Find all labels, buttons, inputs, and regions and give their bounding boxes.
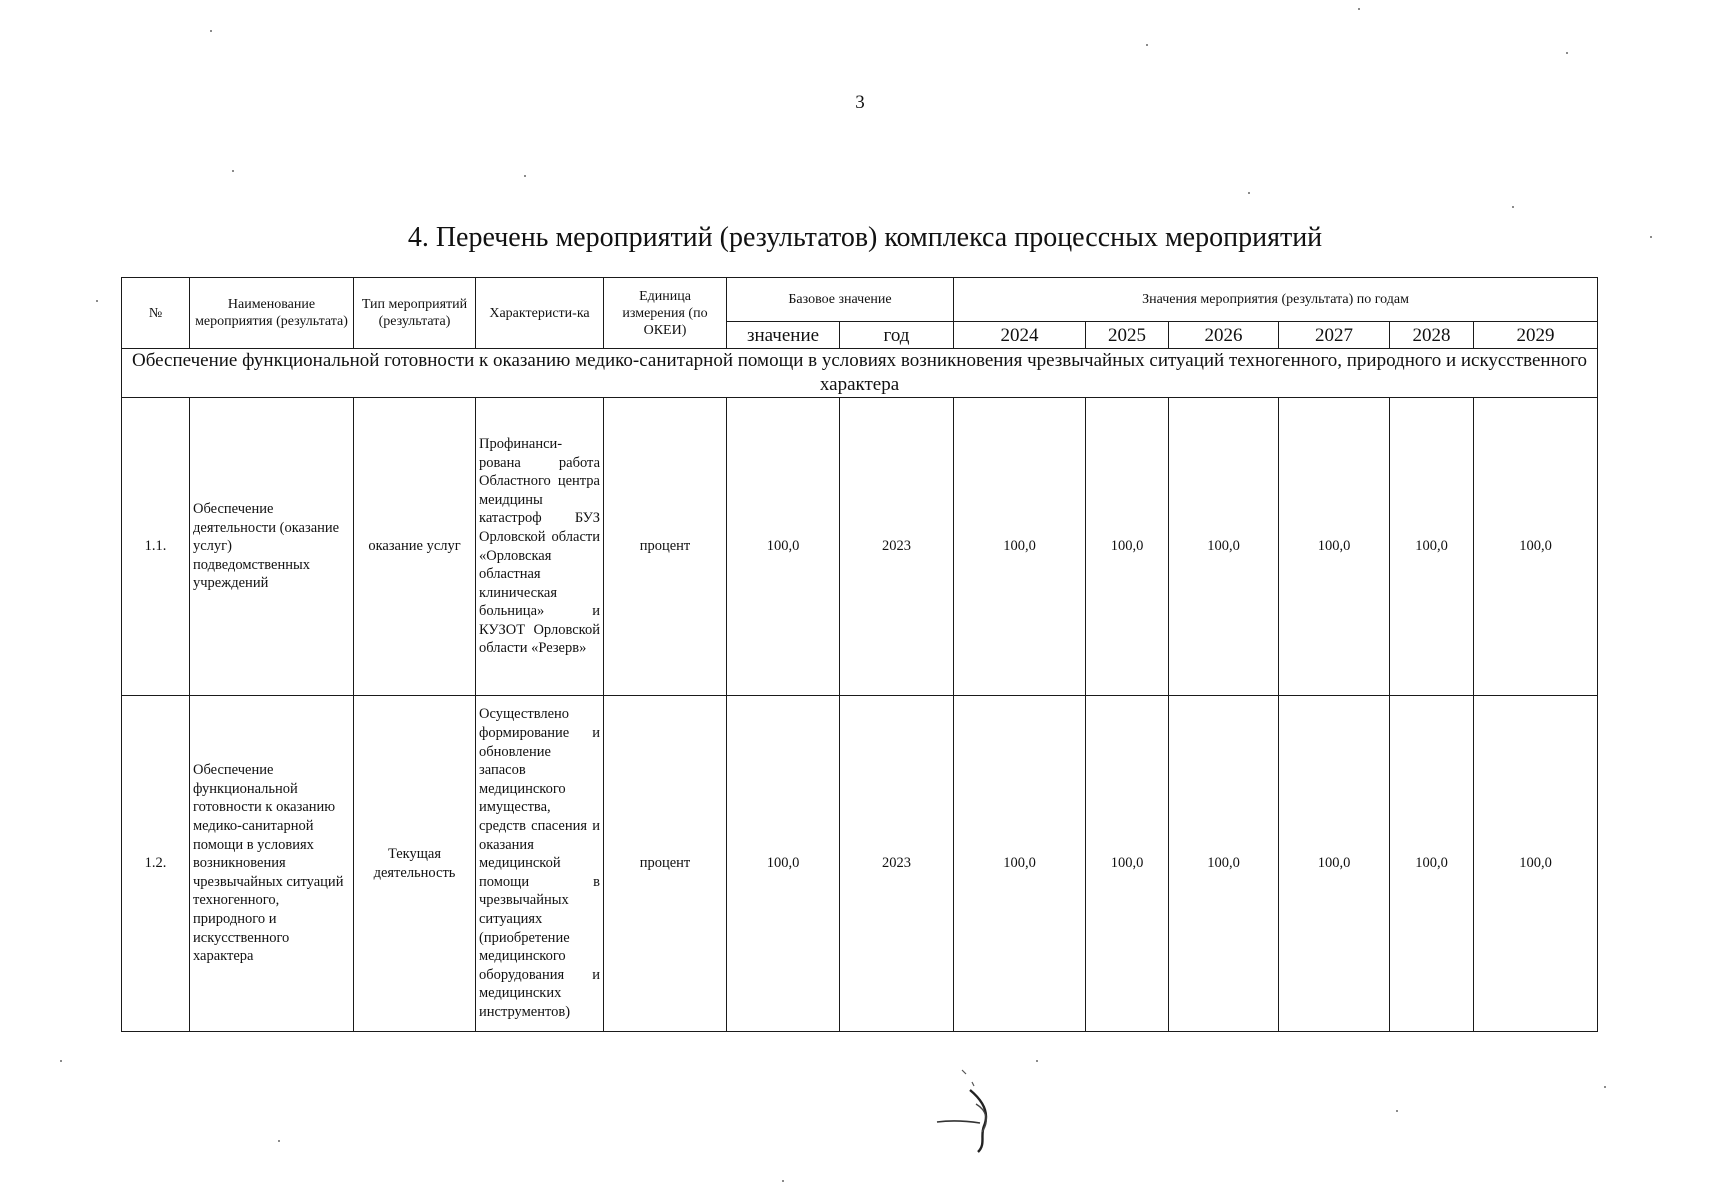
measures-table bbox=[121, 277, 1598, 1032]
row-characteristic: Осуществлено формирование и обновление запасов медицинского имущества, средств спасения и оказания медицинской помощи в чрезвычайных ситуациях (приобретение медицинского оборудования и медицинских инструментов) bbox=[476, 696, 604, 1032]
row-base-value: 100,0 bbox=[727, 398, 840, 696]
row-value: 100,0 bbox=[954, 398, 1086, 696]
header-base-year: год bbox=[840, 322, 954, 349]
row-value: 100,0 bbox=[1390, 696, 1474, 1032]
table-row bbox=[122, 696, 1598, 1032]
row-number: 1.2. bbox=[122, 696, 190, 1032]
document-title: 4. Перечень мероприятий (результатов) комплекса процессных мероприятий bbox=[407, 222, 1323, 253]
section-row bbox=[122, 349, 1598, 398]
scan-speck bbox=[232, 170, 234, 172]
row-value: 100,0 bbox=[1279, 398, 1390, 696]
header-characteristic: Характеристи-ка bbox=[476, 278, 604, 349]
scan-speck bbox=[1036, 1060, 1038, 1062]
row-value: 100,0 bbox=[1390, 398, 1474, 696]
scan-speck bbox=[1146, 44, 1148, 46]
header-year: 2024 bbox=[954, 322, 1086, 349]
row-number: 1.1. bbox=[122, 398, 190, 696]
row-value: 100,0 bbox=[1169, 696, 1279, 1032]
header-year: 2027 bbox=[1279, 322, 1390, 349]
header-year: 2028 bbox=[1390, 322, 1474, 349]
scan-speck bbox=[524, 175, 526, 177]
header-base-value: значение bbox=[727, 322, 840, 349]
header-year: 2029 bbox=[1474, 322, 1598, 349]
page-number: 3 bbox=[855, 92, 865, 113]
row-unit: процент bbox=[604, 398, 727, 696]
scan-speck bbox=[1650, 236, 1652, 238]
scan-speck bbox=[1248, 192, 1250, 194]
row-type: Текущая деятельность bbox=[354, 696, 476, 1032]
scan-speck bbox=[60, 1060, 62, 1062]
scan-speck bbox=[1566, 52, 1568, 54]
header-no: № bbox=[122, 278, 190, 349]
scan-speck bbox=[1604, 1086, 1606, 1088]
row-value: 100,0 bbox=[1279, 696, 1390, 1032]
scan-speck bbox=[1512, 206, 1514, 208]
row-value: 100,0 bbox=[1474, 696, 1598, 1032]
row-value: 100,0 bbox=[954, 696, 1086, 1032]
row-value: 100,0 bbox=[1086, 696, 1169, 1032]
scan-speck bbox=[96, 300, 98, 302]
scan-speck bbox=[1358, 8, 1360, 10]
row-value: 100,0 bbox=[1169, 398, 1279, 696]
header-type: Тип мероприятий (результата) bbox=[354, 278, 476, 349]
table-row bbox=[122, 398, 1598, 696]
header-row-top bbox=[122, 278, 1598, 322]
row-name: Обеспечение деятельности (оказание услуг) подведомственных учреждений bbox=[190, 398, 354, 696]
header-name: Наименование мероприятия (результата) bbox=[190, 278, 354, 349]
header-unit: Единица измерения (по ОКЕИ) bbox=[604, 278, 727, 349]
row-base-value: 100,0 bbox=[727, 696, 840, 1032]
row-name: Обеспечение функциональной готовности к оказанию медико-санитарной помощи в условиях возникновения чрезвычайных ситуаций техногенного, природного и искусственного характера bbox=[190, 696, 354, 1032]
row-characteristic: Профинанси-рована работа Областного центра меидцины катастроф БУЗ Орловской области «Орловская областная клиническая больница» и КУЗОТ Орловской области «Резерв» bbox=[476, 398, 604, 696]
section-title: Обеспечение функциональной готовности к оказанию медико-санитарной помощи в условиях возникновения чрезвычайных ситуаций техногенного, природного и искусственного характера bbox=[122, 349, 1598, 398]
header-year: 2025 bbox=[1086, 322, 1169, 349]
row-value: 100,0 bbox=[1086, 398, 1169, 696]
scan-speck bbox=[782, 1180, 784, 1182]
scan-speck bbox=[1396, 1110, 1398, 1112]
header-base: Базовое значение bbox=[727, 278, 954, 322]
scan-speck bbox=[210, 30, 212, 32]
header-years-group: Значения мероприятия (результата) по годам bbox=[954, 278, 1598, 322]
row-unit: процент bbox=[604, 696, 727, 1032]
header-year: 2026 bbox=[1169, 322, 1279, 349]
scan-speck bbox=[278, 1140, 280, 1142]
row-base-year: 2023 bbox=[840, 696, 954, 1032]
row-value: 100,0 bbox=[1474, 398, 1598, 696]
signature-mark bbox=[932, 1060, 1012, 1160]
row-type: оказание услуг bbox=[354, 398, 476, 696]
row-base-year: 2023 bbox=[840, 398, 954, 696]
